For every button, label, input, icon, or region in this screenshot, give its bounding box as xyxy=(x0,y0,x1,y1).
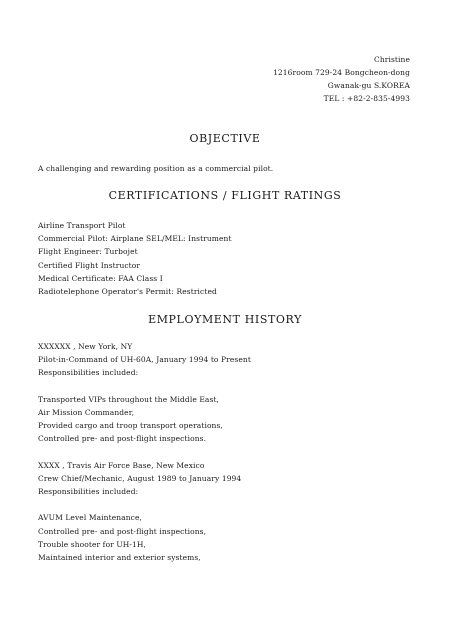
spacer xyxy=(38,446,251,459)
certification-item: Certified Flight Instructor xyxy=(38,260,141,270)
certification-item: Flight Engineer: Turbojet xyxy=(38,247,138,257)
certification-item: Radiotelephone Operator's Permit: Restricted xyxy=(38,286,217,296)
job-responsibilities-label: Responsibilities included: xyxy=(38,368,139,378)
contact-address-line2: Gwanak-gu S.KOREA xyxy=(327,81,410,90)
job-responsibilities-label: Responsibilities included: xyxy=(38,487,139,497)
job-duty: Trouble shooter for UH-1H, xyxy=(38,539,147,549)
job-duty: Controlled pre- and post-flight inspections. xyxy=(38,434,207,444)
contact-phone: TEL : +82-2-835-4993 xyxy=(323,94,410,103)
job-duty: Transported VIPs throughout the Middle East, xyxy=(38,394,220,404)
spacer xyxy=(38,380,251,393)
employment-heading: EMPLOYMENT HISTORY xyxy=(148,313,302,326)
objective-section xyxy=(38,162,273,175)
spacer xyxy=(38,498,251,511)
objective-heading: OBJECTIVE xyxy=(189,132,261,145)
certification-item: Airline Transport Pilot xyxy=(38,221,126,230)
certification-item: Commercial Pilot: Airplane SEL/MEL: Instrument xyxy=(38,234,232,244)
job-duty: Provided cargo and troop transport operations, xyxy=(38,421,223,431)
job-employer: XXXXXX , New York, NY xyxy=(38,342,133,351)
job-employer: XXXX , Travis Air Force Base, New Mexico xyxy=(38,460,205,470)
job-duty: Maintained interior and exterior systems, xyxy=(38,553,201,562)
job-duty: Air Mission Commander, xyxy=(38,407,135,417)
job-position: Crew Chief/Mechanic, August 1989 to January 1994 xyxy=(38,473,242,483)
objective-text: A challenging and rewarding position as a commercial pilot. xyxy=(38,164,274,173)
contact-name: Christine xyxy=(374,55,410,64)
certification-item: Medical Certificate: FAA Class I xyxy=(38,273,163,283)
job-duty: AVUM Level Maintenance, xyxy=(38,513,143,523)
employment-list xyxy=(38,340,251,564)
job-position: Pilot-in-Command of UH-60A, January 1994 to Present xyxy=(38,355,251,365)
contact-block xyxy=(273,53,410,105)
certifications-heading: CERTIFICATIONS / FLIGHT RATINGS xyxy=(108,189,342,202)
certifications-list xyxy=(38,219,232,298)
contact-address-line1: 1216room 729-24 Bongcheon-dong xyxy=(273,68,410,77)
job-duty: Controlled pre- and post-flight inspections, xyxy=(38,526,207,536)
